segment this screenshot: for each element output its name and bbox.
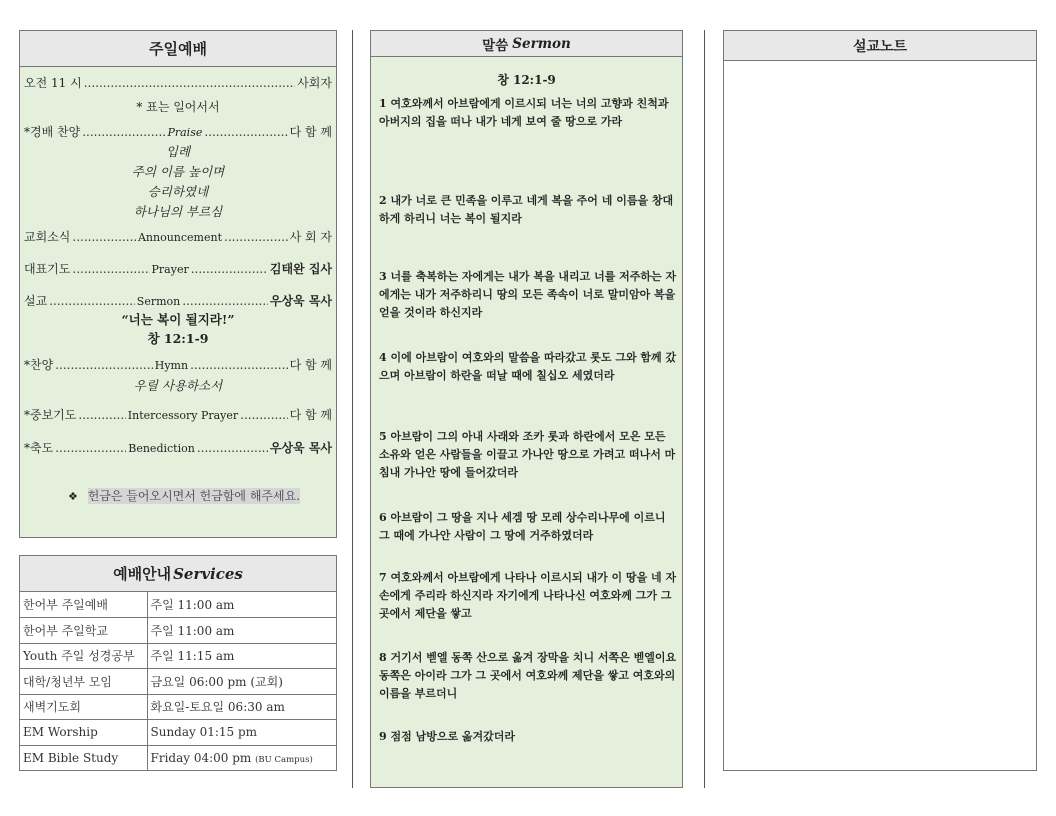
scripture-verse: 5 아브람이 그의 아내 사래와 조카 롯과 하란에서 모은 모든 소유와 얻은 사람들을 이끌고 가나안 땅으로 가려고 떠나서 마침내 가나안 땅에 들어갔더라 — [379, 430, 676, 479]
service-name: Youth 주일 성경공부 — [20, 643, 147, 669]
service-name: 대학/청년부 모임 — [20, 669, 147, 695]
worship-row-leader: 사 회 자 — [289, 230, 332, 244]
worship-row-english: Benediction — [128, 442, 195, 455]
standing-note: * 표는 일어서서 — [136, 100, 220, 114]
praise-song: 입례 — [165, 144, 191, 159]
worship-row-benediction — [24, 440, 332, 457]
sermon-notes-panel — [723, 30, 1037, 771]
scripture-reference: 창 12:1-9 — [497, 73, 556, 87]
service-time — [147, 720, 336, 746]
scripture-verse: 8 거기서 벧엘 동쪽 산으로 옮겨 장막을 치니 서쪽은 벧엘이요 동쪽은 아이라 그가 그 곳에서 여호와께 제단을 쌓고 여호와의 이름을 부르더니 — [379, 651, 677, 700]
service-time — [147, 669, 336, 695]
table-row — [20, 745, 336, 771]
table-row — [20, 592, 336, 618]
worship-row-label: 대표기도 — [24, 262, 71, 276]
service-time — [147, 618, 336, 644]
service-time — [147, 643, 336, 669]
worship-row-english: Hymn — [154, 359, 189, 372]
services-title-ko: 예배안내 — [113, 565, 172, 583]
worship-row-english: Sermon — [136, 295, 181, 308]
sermon-header-ko: 말씀 — [482, 37, 509, 54]
sermon-scripture-ref: 창 12:1-9 — [147, 331, 209, 346]
services-title — [20, 556, 336, 592]
worship-row-leader: 다 함 께 — [289, 408, 332, 422]
worship-row-leader: 김태완 집사 — [269, 262, 332, 276]
scripture-verse: 7 여호와께서 아브람에게 나타나 이르시되 내가 이 땅을 네 자손에게 주리라 하신지라 자기에게 나타나신 여호와께 그가 그 곳에서 제단을 쌓고 — [379, 571, 677, 620]
worship-row-leader: 다 함 께 — [289, 125, 333, 139]
worship-row-label: *축도 — [24, 441, 54, 455]
worship-row-label: 오전 11 시 — [24, 76, 82, 90]
service-name: 새벽기도회 — [20, 694, 147, 720]
worship-order-panel — [19, 30, 337, 538]
service-time-text: 화요일-토요일 06:30 am — [150, 700, 285, 715]
worship-row-leader: 사회자 — [297, 76, 332, 90]
worship-row-label: 교회소식 — [24, 230, 71, 244]
table-row — [20, 669, 336, 695]
worship-row-start-time — [24, 75, 332, 91]
hymn-title: 우릴 사용하소서 — [133, 378, 223, 393]
worship-row-praise — [24, 124, 332, 141]
worship-row-label: *중보기도 — [24, 408, 77, 422]
diamond-bullet-icon: ❖ — [68, 490, 78, 503]
scripture-verse: 3 너를 축복하는 자에게는 내가 복을 내리고 너를 저주하는 자에게는 내가 저주하리니 땅의 모든 족속이 너로 말미암아 복을 얻을 것이라 하신지라 — [379, 270, 677, 319]
service-time — [147, 745, 336, 771]
table-row — [20, 643, 336, 669]
table-row — [20, 694, 336, 720]
service-time — [147, 592, 336, 618]
worship-row-english: Praise — [167, 126, 203, 139]
service-time-text: 주일 11:15 am — [150, 649, 235, 664]
service-time-text: Friday 04:00 pm — [150, 751, 256, 765]
offering-note-text: 헌금은 들어오시면서 헌금함에 해주세요. — [87, 489, 301, 503]
table-row — [20, 618, 336, 644]
sermon-header — [371, 31, 682, 57]
worship-row-english: Prayer — [151, 263, 189, 276]
worship-row-announcement — [24, 229, 332, 246]
services-table — [20, 592, 336, 771]
scripture-verse: 1 여호와께서 아브람에게 이르시되 너는 너의 고향과 친척과 아버지의 집을 떠나 내가 네게 보여 줄 땅으로 가라 — [379, 97, 669, 128]
worship-row-leader: 다 함 께 — [289, 358, 333, 372]
service-time-text: 금요일 06:00 pm (교회) — [150, 674, 283, 689]
sermon-title: “너는 복이 될지라!” — [121, 312, 235, 327]
scripture-verse: 4 이에 아브람이 여호와의 말씀을 따라갔고 롯도 그와 함께 갔으며 아브람이 하란을 떠날 때에 칠십오 세였더라 — [379, 351, 677, 382]
offering-note — [68, 487, 300, 504]
worship-row-intercessory — [24, 407, 332, 424]
services-panel — [19, 555, 337, 771]
worship-row-label: *찬양 — [24, 358, 54, 372]
scripture-verse: 9 점점 남방으로 옮겨갔더라 — [379, 730, 516, 743]
service-time-text: Sunday 01:15 pm — [150, 725, 258, 740]
worship-title: 주일예배 — [20, 31, 336, 67]
scripture-verse: 2 내가 너로 큰 민족을 이루고 네게 복을 주어 네 이름을 창대하게 하리니 너는 복이 될지라 — [379, 194, 674, 225]
service-name: 한어부 주일예배 — [20, 592, 147, 618]
praise-song: 하나님의 부르심 — [133, 204, 223, 219]
services-title-en: Services — [173, 564, 243, 583]
worship-row-label: *경배 찬양 — [24, 125, 81, 139]
worship-row-english: Intercessory Prayer — [127, 409, 239, 422]
worship-row-hymn — [24, 357, 332, 374]
service-name: 한어부 주일학교 — [20, 618, 147, 644]
column-divider — [352, 30, 353, 788]
service-time-text: 주일 11:00 am — [150, 623, 235, 638]
service-location-note: (BU Campus) — [255, 755, 313, 765]
worship-row-label: 설교 — [24, 294, 48, 308]
table-row — [20, 720, 336, 746]
praise-song: 승리하였네 — [147, 184, 209, 199]
notes-title: 설교노트 — [724, 31, 1036, 61]
sermon-header-en: Sermon — [512, 35, 571, 52]
worship-row-sermon — [24, 293, 332, 310]
praise-song: 주의 이름 높이며 — [131, 164, 225, 179]
worship-row-leader: 우상욱 목사 — [269, 294, 332, 308]
service-time — [147, 694, 336, 720]
sermon-panel — [370, 30, 683, 788]
service-name: EM Worship — [20, 720, 147, 746]
worship-row-leader: 우상욱 목사 — [269, 441, 333, 455]
worship-row-prayer — [24, 261, 332, 278]
scripture-verse: 6 아브람이 그 땅을 지나 세겜 땅 모레 상수리나무에 이르니 그 때에 가나안 사람이 그 땅에 거주하였더라 — [379, 511, 666, 542]
worship-row-english: Announcement — [137, 231, 222, 244]
column-divider — [704, 30, 705, 788]
service-name: EM Bible Study — [20, 745, 147, 771]
service-time-text: 주일 11:00 am — [150, 598, 235, 612]
